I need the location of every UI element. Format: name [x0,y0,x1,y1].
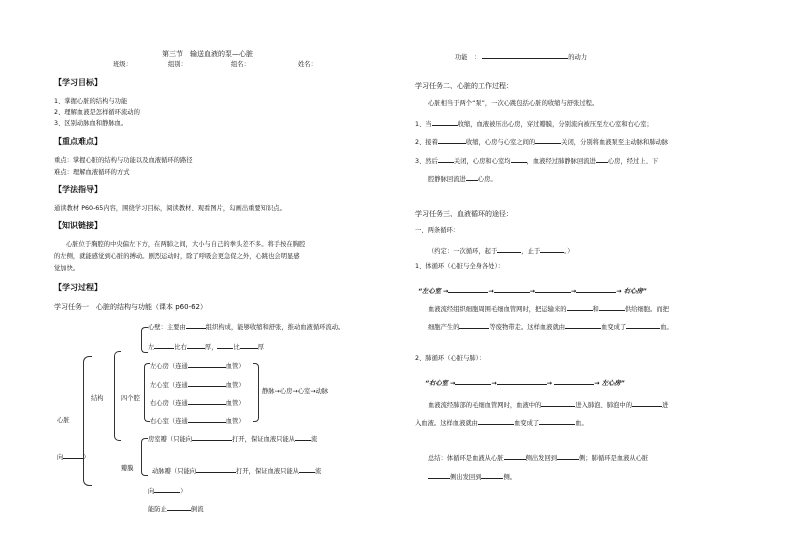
two-loops-heading: 一、两条循环： [415,227,460,234]
name-label: 姓名： [298,61,317,68]
section-method-heading: 【学法指导】 [54,185,102,194]
av-valve-line: 房室瓣（只能向 打开，保证血液只能从 流 [148,436,318,443]
step-3-cont: 腔静脉回流进 心房。 [428,176,497,183]
heart-label: 心脏 [57,417,70,424]
pulmonary-heading: 2、肺循环（心脏与肺）： [415,355,486,362]
step-3: 3、然后 关闭，心房和心室均 ，血液经过肺静脉回流进 心房，经过上、下 [415,158,659,165]
flow-direction-line: 向 ） [57,454,90,461]
chamber-left-ventricle: 左心室（连通 血管） [150,382,245,389]
step-2: 2、接着 收缩，心房与心室之间的 关闭，分别将血液泵至主动脉和肺动脉 [415,139,669,146]
summary-1: 总结：体循环是血液从心脏 侧出发回到 侧；肺循环是血液从心脏 [428,455,649,462]
flow-rule: 静脉→心房→心室→动脉 [262,388,329,395]
bracket [141,327,148,353]
heart-wall-line: 心壁：主要由 组织构成，能够收缩和舒张，推动血液循环流动。 [148,324,345,331]
pulmonary-text-1: 血液流经肺部的毛细血管网时，血液中的 进入肺泡、肺泡中的 进 [428,402,669,409]
bracket [114,351,121,441]
systemic-path: “左心室 → → → → → 右心房” [418,288,647,295]
prevent-backflow-line: 能防止 倒流 [148,506,204,513]
key-item: 难点：理解血液循环的方式 [54,169,130,176]
task2-heading: 学习任务二、心脏的工作过程： [415,82,513,90]
member-label: 组名： [231,61,250,68]
loop-convention: （约定：一次循环，起于 ，止于 。） [428,248,574,255]
function-line: 功能 ： 的动力 [455,54,588,61]
chamber-right-ventricle: 右心室（连通 血管） [150,418,245,425]
bracket [144,363,150,422]
valves-label: 瓣膜 [121,465,134,472]
summary-2: 侧出发回到 侧。 [428,472,516,481]
link-text: 的左侧，就能感觉到心脏的搏动。剧烈运动时，除了呼吸会更急促之外，心跳也会明显感 [54,253,300,260]
bracket [83,356,92,486]
step-1: 1、当 收缩，血液被压出心房，穿过瓣膜，分别流向被压至左心室和右心室； [415,121,653,128]
chamber-left-atrium: 左心房（连通 血管） [150,363,245,370]
section-keys-heading: 【重点难点】 [54,137,102,146]
class-label: 班级： [113,61,132,68]
art-valve-flow-line: 向 ） [148,488,187,495]
systemic-text-1: 血液流经组织细胞周围毛细血管网时，把运输来的 和 供给细胞。而把 [428,306,669,313]
bracket [141,438,148,476]
chamber-right-atrium: 右心房（连通 血管） [150,400,245,407]
pulmonary-text-2: 入血液。这样血液就由 血变成了 血。 [415,420,588,427]
goal-item: 3、区别动脉血和静脉血。 [54,120,128,127]
section-process-heading: 【学习过程】 [54,283,102,292]
wall-compare-line: 左 比右 厚， 比 厚 [148,344,265,351]
bracket [253,363,259,422]
group-label: 组别： [168,61,187,68]
key-item: 重点：掌握心脏的结构与功能以及血液循环的路径 [54,157,193,164]
goal-item: 1、掌握心脏的结构与功能 [54,98,128,105]
systemic-heading: 1、体循环（心脏与全身各处）： [415,263,505,270]
task3-heading: 学习任务三、血液循环的途径： [415,210,513,218]
systemic-text-2: 细胞产生的 等废物带走。这样血液就由 血变成了 血。 [428,324,673,331]
goal-item: 2、理解血液是怎样循环流动的 [54,109,140,116]
four-chambers-label: 四个腔 [121,395,140,402]
method-text: 通读教材 P60-65内容，围绕学习目标，阅读教材、观看图片，勾画出重要知识点。 [54,205,286,212]
section-link-heading: 【知识链接】 [54,221,102,230]
link-text: 心脏位于胸腔的中央偏左下方，在两肺之间，大小与自己的拳头差不多。将手按在胸腔 [66,241,306,248]
page-title: 第三节 输送血液的泵—心脏 [162,50,253,58]
structure-label: 结构 [91,395,104,402]
section-goals-heading: 【学习目标】 [54,78,102,87]
art-valve-line: 动脉瓣（只能向 打开，保证血液只能从 流 [152,468,322,475]
link-text: 觉加快。 [54,265,80,272]
task1-heading: 学习任务一 心脏的结构与功能（课本 p60-62） [54,303,208,311]
pump-text: 心脏相当于两个“泵”，一次心跳包括心脏的收缩与舒张过程。 [428,100,599,107]
pulmonary-path: “右心室 → → → → 左心房” [425,380,625,387]
